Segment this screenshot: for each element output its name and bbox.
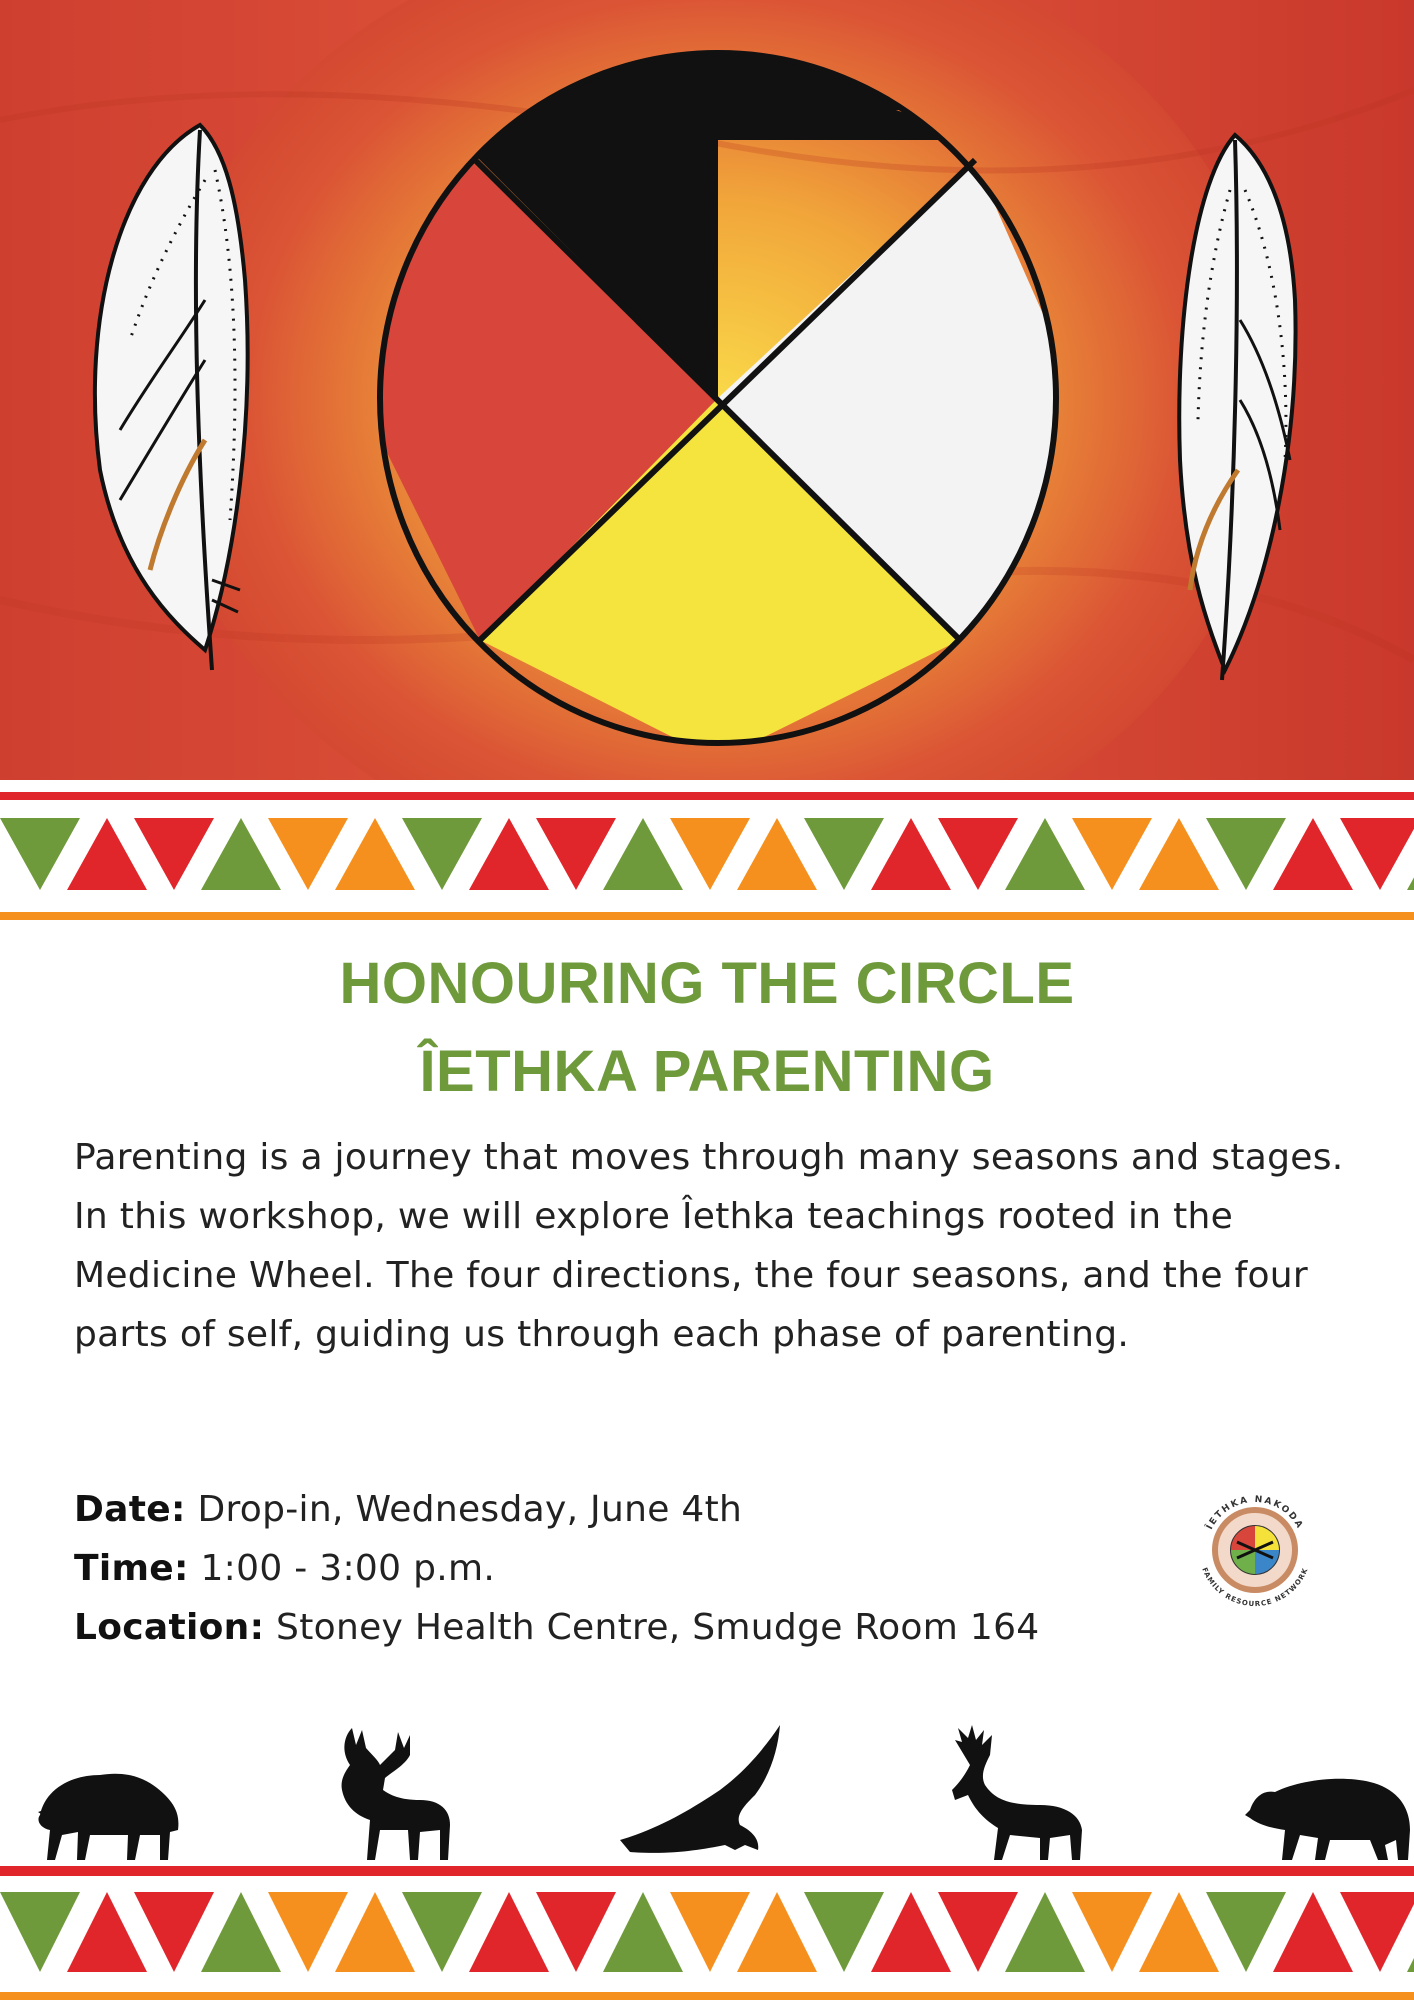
border-triangle <box>938 818 1018 890</box>
title-line-1: HONOURING THE CIRCLE <box>339 951 1075 1016</box>
border-triangle <box>1072 1892 1152 1972</box>
bison-icon <box>38 1774 178 1860</box>
date-label: Date: <box>74 1489 186 1530</box>
border-triangle <box>1005 818 1085 890</box>
logo-text-top: ÎETHKA NAKODA <box>1205 1494 1305 1532</box>
hero-medicine-wheel-flag <box>0 0 1414 780</box>
moose-icon <box>342 1728 450 1860</box>
border-triangle <box>1139 818 1219 890</box>
event-details <box>74 1480 1039 1657</box>
border-triangle <box>0 1892 80 1972</box>
border-triangle <box>1340 818 1414 890</box>
border-triangle <box>1340 1892 1414 1972</box>
border-triangle <box>871 1892 951 1972</box>
border-triangle <box>402 1892 482 1972</box>
border-triangle <box>1273 818 1353 890</box>
border-triangle <box>1072 818 1152 890</box>
time-value: 1:00 - 3:00 p.m. <box>188 1548 496 1589</box>
date-row <box>74 1480 1039 1539</box>
elk-icon <box>952 1725 1082 1860</box>
border-triangle <box>804 1892 884 1972</box>
time-row <box>74 1539 1039 1598</box>
border-triangle <box>0 818 80 890</box>
border-triangle <box>1273 1892 1353 1972</box>
border-triangle <box>670 818 750 890</box>
border-triangle <box>603 1892 683 1972</box>
border-triangle <box>737 1892 817 1972</box>
animal-silhouettes <box>0 1720 1414 1880</box>
border-triangle <box>134 1892 214 1972</box>
border-triangle <box>335 818 415 890</box>
border-triangle <box>67 1892 147 1972</box>
border-triangle <box>938 1892 1018 1972</box>
border-triangle <box>402 818 482 890</box>
top-triangle-border <box>0 780 1414 930</box>
location-value: Stoney Health Centre, Smudge Room 164 <box>264 1607 1040 1648</box>
border-triangle <box>1139 1892 1219 1972</box>
border-triangle <box>268 818 348 890</box>
date-value: Drop-in, Wednesday, June 4th <box>185 1489 743 1530</box>
border-triangle <box>1005 1892 1085 1972</box>
bottom-triangle-border <box>0 1862 1414 2000</box>
border-triangle <box>871 818 951 890</box>
border-triangle <box>201 818 281 890</box>
border-triangle <box>134 818 214 890</box>
bear-icon <box>1245 1779 1410 1860</box>
family-resource-network-logo <box>1185 1480 1325 1620</box>
border-triangle <box>67 818 147 890</box>
logo-text-bottom: FAMILY RESOURCE NETWORK <box>1200 1566 1310 1609</box>
location-label: Location: <box>74 1607 265 1648</box>
border-triangle <box>469 818 549 890</box>
border-triangle <box>737 818 817 890</box>
border-triangle <box>201 1892 281 1972</box>
border-triangle <box>536 818 616 890</box>
border-triangle <box>469 1892 549 1972</box>
border-triangle <box>1206 818 1286 890</box>
border-triangle <box>335 1892 415 1972</box>
time-label: Time: <box>74 1548 189 1589</box>
eagle-icon <box>620 1725 780 1853</box>
border-triangle <box>804 818 884 890</box>
intro-paragraph: Parenting is a journey that moves through many seasons and stages. In this workshop, we will explore Îethka teachings rooted in the Medicine Wheel. The four directions, the four seasons, and the four parts of self, guiding us through each phase of parenting. <box>74 1137 1344 1355</box>
title-line-2: ÎETHKA PARENTING <box>419 1039 995 1104</box>
border-triangle <box>1206 1892 1286 1972</box>
border-triangle <box>536 1892 616 1972</box>
location-row <box>74 1598 1039 1657</box>
border-triangle <box>670 1892 750 1972</box>
border-triangle <box>268 1892 348 1972</box>
border-triangle <box>603 818 683 890</box>
